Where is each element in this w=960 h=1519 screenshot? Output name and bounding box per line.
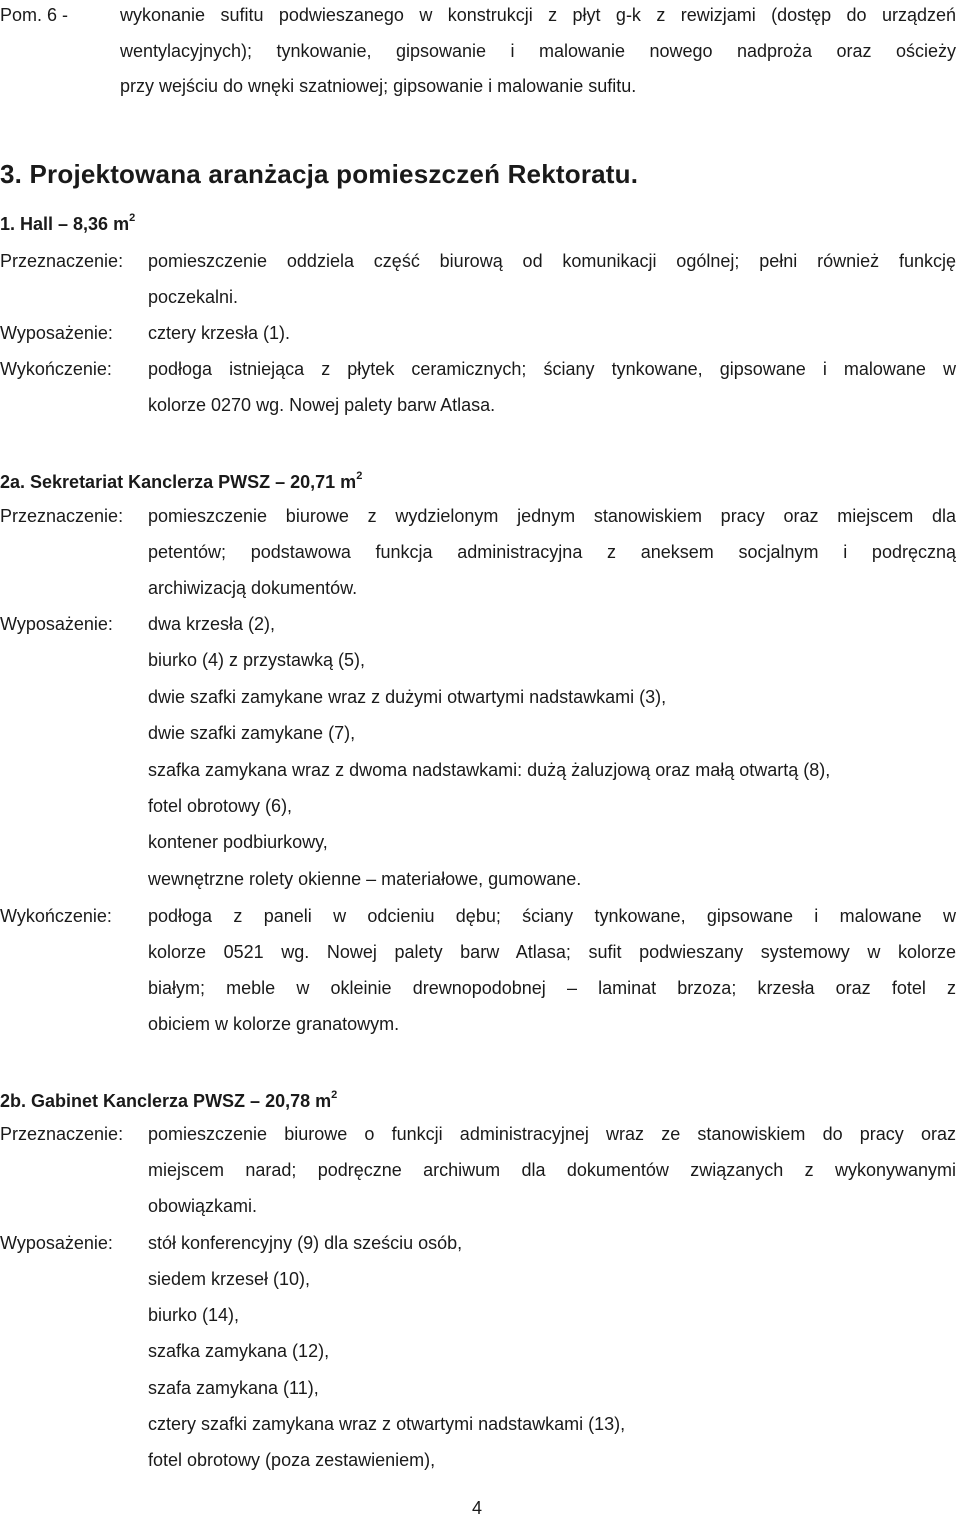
room2b-heading bbox=[0, 1086, 337, 1112]
room1-wyposazenie-label: Wyposażenie: bbox=[0, 323, 113, 343]
room2a-przeznaczenie-label: Przeznaczenie: bbox=[0, 506, 124, 526]
room2b-wyposazenie-label: Wyposażenie: bbox=[0, 1233, 113, 1253]
room2b-wyposazenie-item-6: cztery szafki zamykana wraz z otwartymi nadstawkami (13), bbox=[148, 1414, 626, 1434]
room2a-wyposazenie-label: Wyposażenie: bbox=[0, 614, 113, 634]
room2b-sup: 2 bbox=[331, 1089, 338, 1101]
pom6-label: Pom. 6 - bbox=[0, 5, 69, 25]
room2a-sup: 2 bbox=[356, 470, 363, 482]
pom6-line-2: wentylacyjnych); tynkowanie, gipsowanie i malowanie nowego nadproża oraz ościeży bbox=[120, 41, 956, 61]
room2a-wyposazenie-item-2: biurko (4) z przystawką (5), bbox=[148, 650, 366, 670]
room2a-wykonczenie-line-4: obiciem w kolorze granatowym. bbox=[148, 1014, 400, 1034]
room2a-heading bbox=[0, 467, 362, 493]
room2b-heading-text: 2b. Gabinet Kanclerza PWSZ – 20,78 m bbox=[0, 1091, 332, 1111]
room2b-wyposazenie-item-2: siedem krzeseł (10), bbox=[148, 1269, 311, 1289]
room2a-wyposazenie-item-3: dwie szafki zamykane wraz z dużymi otwartymi nadstawkami (3), bbox=[148, 687, 667, 707]
room2a-heading-text: 2a. Sekretariat Kanclerza PWSZ – 20,71 m bbox=[0, 472, 357, 492]
room2b-przeznaczenie-line-1: pomieszczenie biurowe o funkcji administracyjnej wraz ze stanowiskiem do pracy oraz bbox=[148, 1124, 956, 1144]
room2a-przeznaczenie-line-3: archiwizacją dokumentów. bbox=[148, 578, 358, 598]
room1-przeznaczenie-line-1: pomieszczenie oddziela część biurową od komunikacji ogólnej; pełni również funkcję bbox=[148, 251, 956, 271]
room2a-wykonczenie-line-2: kolorze 0521 wg. Nowej palety barw Atlasa; sufit podwieszany systemowy w kolorze bbox=[148, 942, 956, 962]
room1-przeznaczenie-label: Przeznaczenie: bbox=[0, 251, 124, 271]
pom6-line-1: wykonanie sufitu podwieszanego w konstrukcji z płyt g-k z rewizjami (dostęp do urządzeń bbox=[120, 5, 956, 25]
room1-heading-text: 1. Hall – 8,36 m bbox=[0, 214, 130, 234]
room2a-wykonczenie-label: Wykończenie: bbox=[0, 906, 112, 926]
room2b-przeznaczenie-line-2: miejscem narad; podręczne archiwum dla dokumentów związanych z wykonywanymi bbox=[148, 1160, 956, 1180]
room2b-przeznaczenie-line-3: obowiązkami. bbox=[148, 1196, 258, 1216]
page-number: 4 bbox=[472, 1498, 483, 1518]
pom6-line-3: przy wejściu do wnęki szatniowej; gipsowanie i malowanie sufitu. bbox=[120, 76, 637, 96]
room2a-wyposazenie-item-8: wewnętrzne rolety okienne – materiałowe, gumowane. bbox=[148, 869, 582, 889]
room2b-wyposazenie-item-5: szafa zamykana (11), bbox=[148, 1378, 319, 1398]
room2a-przeznaczenie-line-1: pomieszczenie biurowe z wydzielonym jednym stanowiskiem pracy oraz miejscem dla bbox=[148, 506, 956, 526]
room2b-wyposazenie-item-3: biurko (14), bbox=[148, 1305, 240, 1325]
room2a-wyposazenie-item-5: szafka zamykana wraz z dwoma nadstawkami: dużą żaluzjową oraz małą otwartą (8), bbox=[148, 760, 831, 780]
room1-heading bbox=[0, 209, 135, 235]
room2a-wyposazenie-item-7: kontener podbiurkowy, bbox=[148, 832, 328, 852]
room2a-wykonczenie-line-1: podłoga z paneli w odcieniu dębu; ściany tynkowane, gipsowane i malowane w bbox=[148, 906, 956, 926]
room1-sup: 2 bbox=[129, 212, 136, 224]
room2a-wykonczenie-line-3: białym; meble w okleinie drewnopodobnej – laminat brzoza; krzesła oraz fotel z bbox=[148, 978, 956, 998]
room1-wykonczenie-label: Wykończenie: bbox=[0, 359, 112, 379]
room1-wyposazenie-line-1: cztery krzesła (1). bbox=[148, 323, 291, 343]
room1-wykonczenie-line-1: podłoga istniejąca z płytek ceramicznych; ściany tynkowane, gipsowane i malowane w bbox=[148, 359, 956, 379]
room1-przeznaczenie-line-2: poczekalni. bbox=[148, 287, 239, 307]
room2b-wyposazenie-item-4: szafka zamykana (12), bbox=[148, 1341, 330, 1361]
room2b-przeznaczenie-label: Przeznaczenie: bbox=[0, 1124, 124, 1144]
room2b-wyposazenie-item-1: stół konferencyjny (9) dla sześciu osób, bbox=[148, 1233, 463, 1253]
section-title: 3. Projektowana aranżacja pomieszczeń Rektoratu. bbox=[0, 159, 639, 189]
room1-wykonczenie-line-2: kolorze 0270 wg. Nowej palety barw Atlasa. bbox=[148, 395, 496, 415]
room2a-przeznaczenie-line-2: petentów; podstawowa funkcja administracyjna z aneksem socjalnym i podręczną bbox=[148, 542, 956, 562]
room2a-wyposazenie-item-6: fotel obrotowy (6), bbox=[148, 796, 293, 816]
room2b-wyposazenie-item-7: fotel obrotowy (poza zestawieniem), bbox=[148, 1450, 436, 1470]
room2a-wyposazenie-item-1: dwa krzesła (2), bbox=[148, 614, 276, 634]
room2a-wyposazenie-item-4: dwie szafki zamykane (7), bbox=[148, 723, 356, 743]
